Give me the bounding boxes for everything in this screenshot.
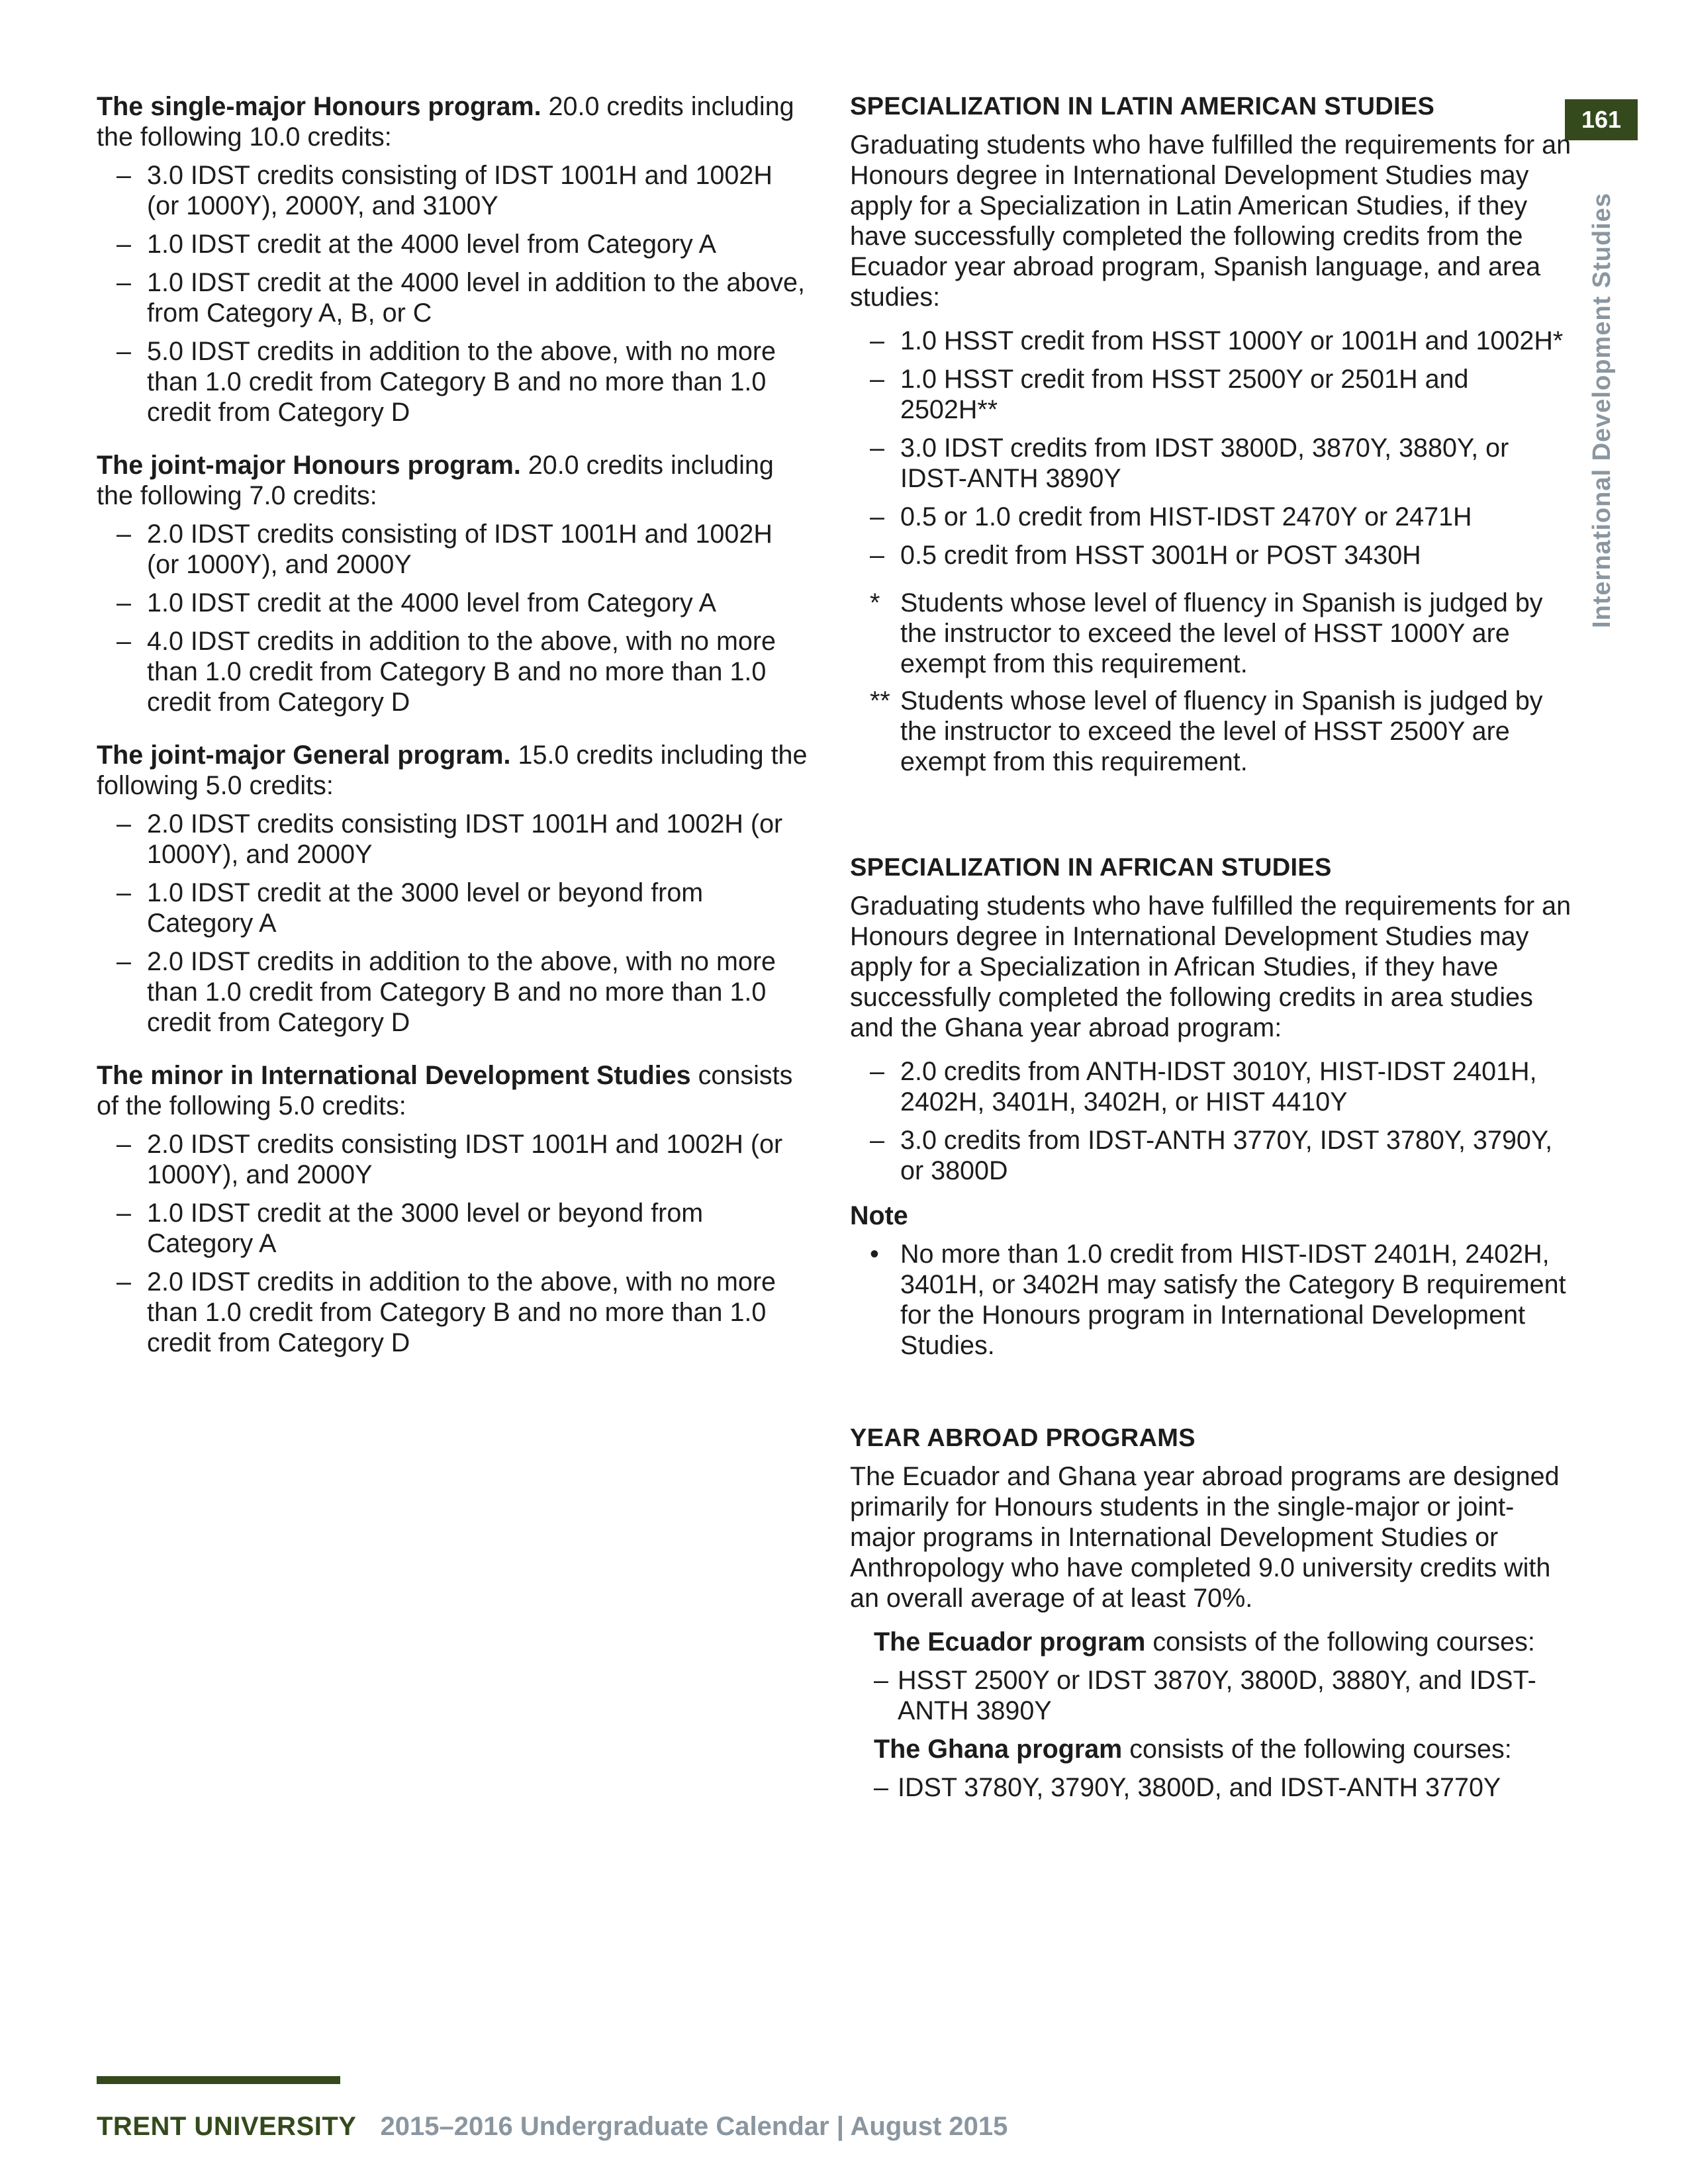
list-item-text: 1.0 IDST credit at the 3000 level or beyond from Category A [147, 878, 704, 938]
left-column [97, 91, 812, 1381]
section-lead [97, 91, 812, 152]
list-item [97, 626, 812, 717]
list-item [97, 160, 812, 221]
footnote-text: Students whose level of fluency in Spanish is judged by the instructor to exceed the level of HSST 2500Y are exempt from this requirement. [900, 686, 1543, 776]
section-title: The single-major Honours program. [97, 92, 541, 121]
requirement-list [97, 519, 812, 717]
list-item-text: 3.0 IDST credits consisting of IDST 1001H and 1002H (or 1000Y), 2000Y, and 3100Y [147, 161, 773, 220]
ecuador-course-list [850, 1665, 1571, 1726]
list-item [850, 1665, 1571, 1726]
ecuador-program-lead [874, 1627, 1571, 1657]
dash-mark: – [117, 1267, 131, 1297]
dash-mark: – [870, 1126, 884, 1155]
section-lead-text: 20.0 credits including the following 7.0 credits: [97, 451, 774, 510]
program-title: The Ecuador program [874, 1627, 1146, 1657]
dash-mark: – [117, 1199, 131, 1228]
list-item [97, 1198, 812, 1259]
single-major-honours-section [97, 91, 812, 428]
list-item-text: 0.5 credit from HSST 3001H or POST 3430H [900, 541, 1421, 570]
right-column [850, 91, 1571, 1825]
list-item-text: 1.0 IDST credit at the 4000 level in addition to the above, from Category A, B, or C [147, 268, 805, 328]
program-lead-text: consists of the following courses: [1122, 1735, 1512, 1764]
section-title: The joint-major General program. [97, 741, 511, 770]
section-lead-text: 20.0 credits including the following 10.0 credits: [97, 92, 794, 152]
dash-mark: – [117, 809, 131, 839]
list-item-text: No more than 1.0 credit from HIST-IDST 2401H, 2402H, 3401H, or 3402H may satisfy the Category B requirement for the Honours program in International Development Studies. [900, 1240, 1566, 1360]
requirement-list [850, 1056, 1571, 1186]
dash-mark: – [874, 1773, 888, 1802]
footnote-mark: ** [870, 686, 890, 715]
list-item [850, 364, 1571, 425]
dash-mark: – [870, 433, 884, 463]
list-item-text: 1.0 IDST credit at the 3000 level or beyond from Category A [147, 1199, 704, 1258]
dash-mark: – [117, 230, 131, 259]
requirement-list [97, 809, 812, 1038]
list-item-text: 1.0 IDST credit at the 4000 level from Category A [147, 230, 716, 259]
dash-mark: – [117, 878, 131, 907]
year-abroad-section [850, 1423, 1571, 1803]
list-item-text: 1.0 HSST credit from HSST 1000Y or 1001H and 1002H* [900, 326, 1564, 355]
dash-mark: – [117, 1130, 131, 1159]
african-studies-section [850, 852, 1571, 1361]
note-list [850, 1239, 1571, 1361]
program-title: The Ghana program [874, 1735, 1123, 1764]
section-intro: Graduating students who have fulfilled the requirements for an Honours degree in International Development Studies may apply for a Specialization in Latin American Studies, if they have successfully completed the following credits from the Ecuador year abroad program, Spanish language, and area studies: [850, 130, 1571, 312]
section-heading: SPECIALIZATION IN LATIN AMERICAN STUDIES [850, 93, 1435, 120]
section-side-title: International Development Studies [1588, 193, 1616, 628]
list-item-text: 3.0 credits from IDST-ANTH 3770Y, IDST 3780Y, 3790Y, or 3800D [900, 1126, 1553, 1185]
footnote-mark: * [870, 588, 880, 617]
dash-mark: – [870, 502, 884, 531]
footnote [850, 588, 1571, 679]
dash-mark: – [870, 541, 884, 570]
list-item-text: 2.0 IDST credits in addition to the above, with no more than 1.0 credit from Category B and no more than 1.0 credit from Category D [147, 1267, 776, 1357]
list-item [850, 502, 1571, 532]
ghana-course-list [850, 1772, 1571, 1803]
list-item [97, 809, 812, 870]
list-item-text: 0.5 or 1.0 credit from HIST-IDST 2470Y or 2471H [900, 502, 1472, 531]
section-intro: Graduating students who have fulfilled the requirements for an Honours degree in International Development Studies may apply for a Specialization in African Studies, if they have successfully completed the following credits in area studies and the Ghana year abroad program: [850, 891, 1571, 1042]
page-number: 161 [1565, 99, 1638, 140]
dash-mark: – [870, 365, 884, 394]
list-item-text: 2.0 IDST credits consisting IDST 1001H and 1002H (or 1000Y), and 2000Y [147, 1130, 783, 1189]
dash-mark: – [117, 337, 131, 366]
page-footer [97, 2111, 1008, 2142]
dash-mark: – [870, 326, 884, 355]
list-item [850, 1125, 1571, 1186]
joint-major-honours-section [97, 450, 812, 717]
section-heading: SPECIALIZATION IN AFRICAN STUDIES [850, 854, 1332, 882]
list-item [97, 229, 812, 259]
list-item [850, 1239, 1571, 1361]
latin-american-studies-section [850, 91, 1571, 777]
section-lead-text: consists of the following 5.0 credits: [97, 1061, 793, 1120]
list-item-text: HSST 2500Y or IDST 3870Y, 3800D, 3880Y, and IDST-ANTH 3890Y [898, 1666, 1536, 1725]
minor-section [97, 1060, 812, 1358]
dash-mark: – [117, 268, 131, 297]
list-item-text: 2.0 credits from ANTH-IDST 3010Y, HIST-IDST 2401H, 2402H, 3401H, 3402H, or HIST 4410Y [900, 1057, 1537, 1116]
list-item [97, 878, 812, 938]
program-lead-text: consists of the following courses: [1145, 1627, 1535, 1657]
list-item-text: IDST 3780Y, 3790Y, 3800D, and IDST-ANTH 3770Y [898, 1773, 1501, 1802]
footnote [850, 686, 1571, 777]
list-item-text: 2.0 IDST credits consisting IDST 1001H and 1002H (or 1000Y), and 2000Y [147, 809, 783, 869]
dash-mark: – [117, 627, 131, 656]
dash-mark: – [874, 1666, 888, 1695]
list-item [850, 540, 1571, 570]
list-item [97, 519, 812, 580]
dash-mark: – [117, 520, 131, 549]
list-item-text: 2.0 IDST credits consisting of IDST 1001H and 1002H (or 1000Y), and 2000Y [147, 520, 773, 579]
list-item [97, 267, 812, 328]
footer-calendar: 2015–2016 Undergraduate Calendar | August 2015 [380, 2112, 1008, 2141]
list-item-text: 3.0 IDST credits from IDST 3800D, 3870Y, 3880Y, or IDST-ANTH 3890Y [900, 433, 1509, 493]
list-item-text: 1.0 HSST credit from HSST 2500Y or 2501H and 2502H** [900, 365, 1469, 424]
requirement-list [97, 1129, 812, 1358]
list-item [97, 588, 812, 618]
section-lead [97, 1060, 812, 1121]
list-item-text: 5.0 IDST credits in addition to the above, with no more than 1.0 credit from Category B and no more than 1.0 credit from Category D [147, 337, 776, 427]
note-title: Note [850, 1201, 908, 1230]
requirement-list [97, 160, 812, 428]
list-item [850, 1056, 1571, 1117]
list-item [850, 326, 1571, 356]
footnote-text: Students whose level of fluency in Spanish is judged by the instructor to exceed the level of HSST 1000Y are exempt from this requirement. [900, 588, 1543, 678]
dash-mark: – [117, 588, 131, 617]
dash-mark: – [117, 947, 131, 976]
section-lead [97, 740, 812, 801]
dash-mark: – [870, 1057, 884, 1086]
dash-mark: – [117, 161, 131, 190]
section-title: The joint-major Honours program. [97, 451, 521, 480]
footer-university: TRENT UNIVERSITY [97, 2112, 357, 2141]
section-title: The minor in International Development Studies [97, 1061, 691, 1090]
list-item [97, 946, 812, 1038]
list-item-text: 4.0 IDST credits in addition to the above, with no more than 1.0 credit from Category B and no more than 1.0 credit from Category D [147, 627, 776, 717]
list-item [850, 1772, 1571, 1803]
section-lead-text: 15.0 credits including the following 5.0 credits: [97, 741, 808, 800]
list-item [97, 336, 812, 428]
footer-rule [97, 2076, 340, 2084]
list-item-text: 1.0 IDST credit at the 4000 level from Category A [147, 588, 716, 617]
section-heading: YEAR ABROAD PROGRAMS [850, 1424, 1196, 1452]
section-lead [97, 450, 812, 511]
list-item [97, 1267, 812, 1358]
list-item [97, 1129, 812, 1190]
list-item [850, 433, 1571, 494]
ghana-program-lead [874, 1734, 1571, 1764]
requirement-list [850, 326, 1571, 570]
list-item-text: 2.0 IDST credits in addition to the above, with no more than 1.0 credit from Category B and no more than 1.0 credit from Category D [147, 947, 776, 1037]
bullet-mark: • [870, 1240, 879, 1269]
joint-major-general-section [97, 740, 812, 1038]
section-intro: The Ecuador and Ghana year abroad programs are designed primarily for Honours students in the single-major or joint-major programs in International Development Studies or Anthropology who have completed 9.0 university credits with an overall average of at least 70%. [850, 1462, 1560, 1613]
